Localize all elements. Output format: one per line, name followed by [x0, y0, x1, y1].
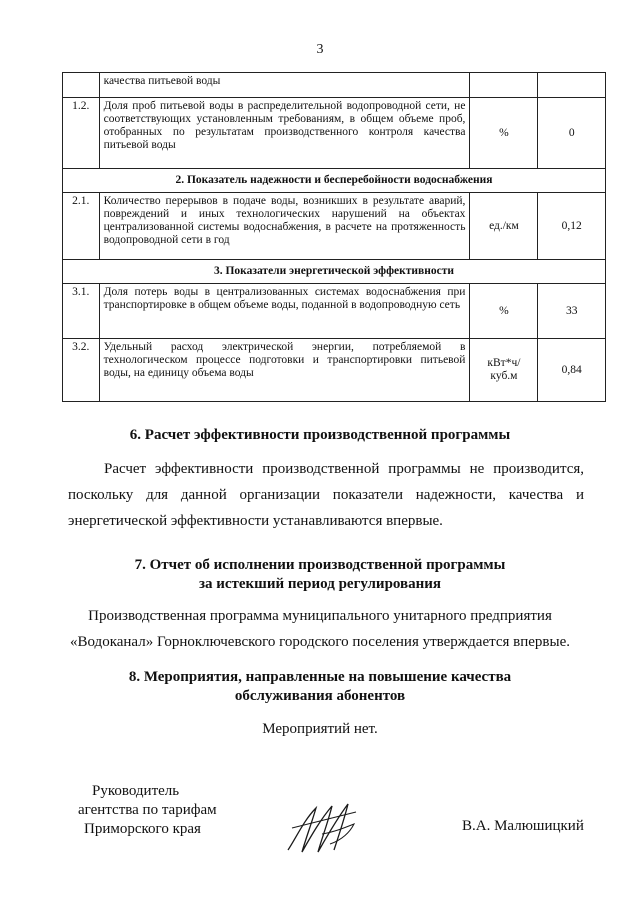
section-7-title-line2: за истекший период регулирования	[198, 576, 442, 592]
row-number: 3.2.	[63, 339, 100, 402]
table-row	[63, 98, 606, 169]
handwritten-signature	[282, 798, 362, 858]
section-8-text: Мероприятий нет.	[262, 721, 378, 737]
position-line: агентства по тарифам	[78, 802, 217, 818]
table-row	[63, 284, 606, 339]
row-value: 0,12	[538, 193, 606, 260]
row-description: Доля потерь воды в централизованных системах водоснабжения при транспортировке в общем объеме воды, поданной в водопроводную сеть	[99, 284, 470, 339]
section-7-text-line2: «Водоканал» Горноключевского городского поселения утверждается впервые.	[69, 634, 570, 650]
row-unit	[470, 73, 538, 98]
row-value: 0	[538, 98, 606, 169]
row-number: 2.1.	[63, 193, 100, 260]
section-header: 2. Показатель надежности и бесперебойности водоснабжения	[63, 169, 606, 193]
row-number: 3.1.	[63, 284, 100, 339]
page-number: 3	[316, 42, 324, 57]
section-7-title-line1: 7. Отчет об исполнении производственной программы	[134, 557, 506, 573]
section-header: 3. Показатели энергетической эффективности	[63, 260, 606, 284]
row-value: 33	[538, 284, 606, 339]
position-line: Приморского края	[84, 821, 201, 837]
section-8-title-line1: 8. Мероприятия, направленные на повышение качества	[128, 669, 512, 685]
row-description: Удельный расход электрической энергии, потребляемой в технологическом процессе подготовки и транспортировки питьевой воды, на единицу объема воды	[99, 339, 470, 402]
signatory-name: В.А. Малюшицкий	[462, 818, 584, 834]
indicators-table	[62, 72, 606, 402]
row-value	[538, 73, 606, 98]
row-description: Количество перерывов в подаче воды, возникших в результате аварий, повреждений и иных технологических нарушений на объектах централизованной системы водоснабжения, в расчете на протяженность водопроводной сети в год	[99, 193, 470, 260]
table-row	[63, 193, 606, 260]
row-unit: кВт*ч/ куб.м	[470, 339, 538, 402]
row-unit: %	[470, 284, 538, 339]
section-header-row	[63, 169, 606, 193]
row-number: 1.2.	[63, 98, 100, 169]
section-7-text-line1: Производственная программа муниципального унитарного предприятия	[88, 608, 552, 624]
row-description: качества питьевой воды	[99, 73, 470, 98]
section-8-title-line2: обслуживания абонентов	[234, 688, 406, 704]
row-unit: %	[470, 98, 538, 169]
table-row	[63, 339, 606, 402]
section-6-text: Расчет эффективности производственной программы не производится, поскольку для данной организации показатели надежности, качества и энергетической эффективности устанавливаются впервые.	[68, 461, 584, 529]
row-unit: ед./км	[470, 193, 538, 260]
section-header-row	[63, 260, 606, 284]
row-number	[63, 73, 100, 98]
section-6-title: 6. Расчет эффективности производственной программы	[129, 427, 511, 443]
position-line: Руководитель	[92, 783, 180, 799]
signatory-position	[78, 782, 218, 839]
row-value: 0,84	[538, 339, 606, 402]
row-description: Доля проб питьевой воды в распределительной водопроводной сети, не соответствующих установленным требованиям, в общем объеме проб, отобранных по результатам производственного контроля качества питьевой воды	[99, 98, 470, 169]
table-row	[63, 73, 606, 98]
